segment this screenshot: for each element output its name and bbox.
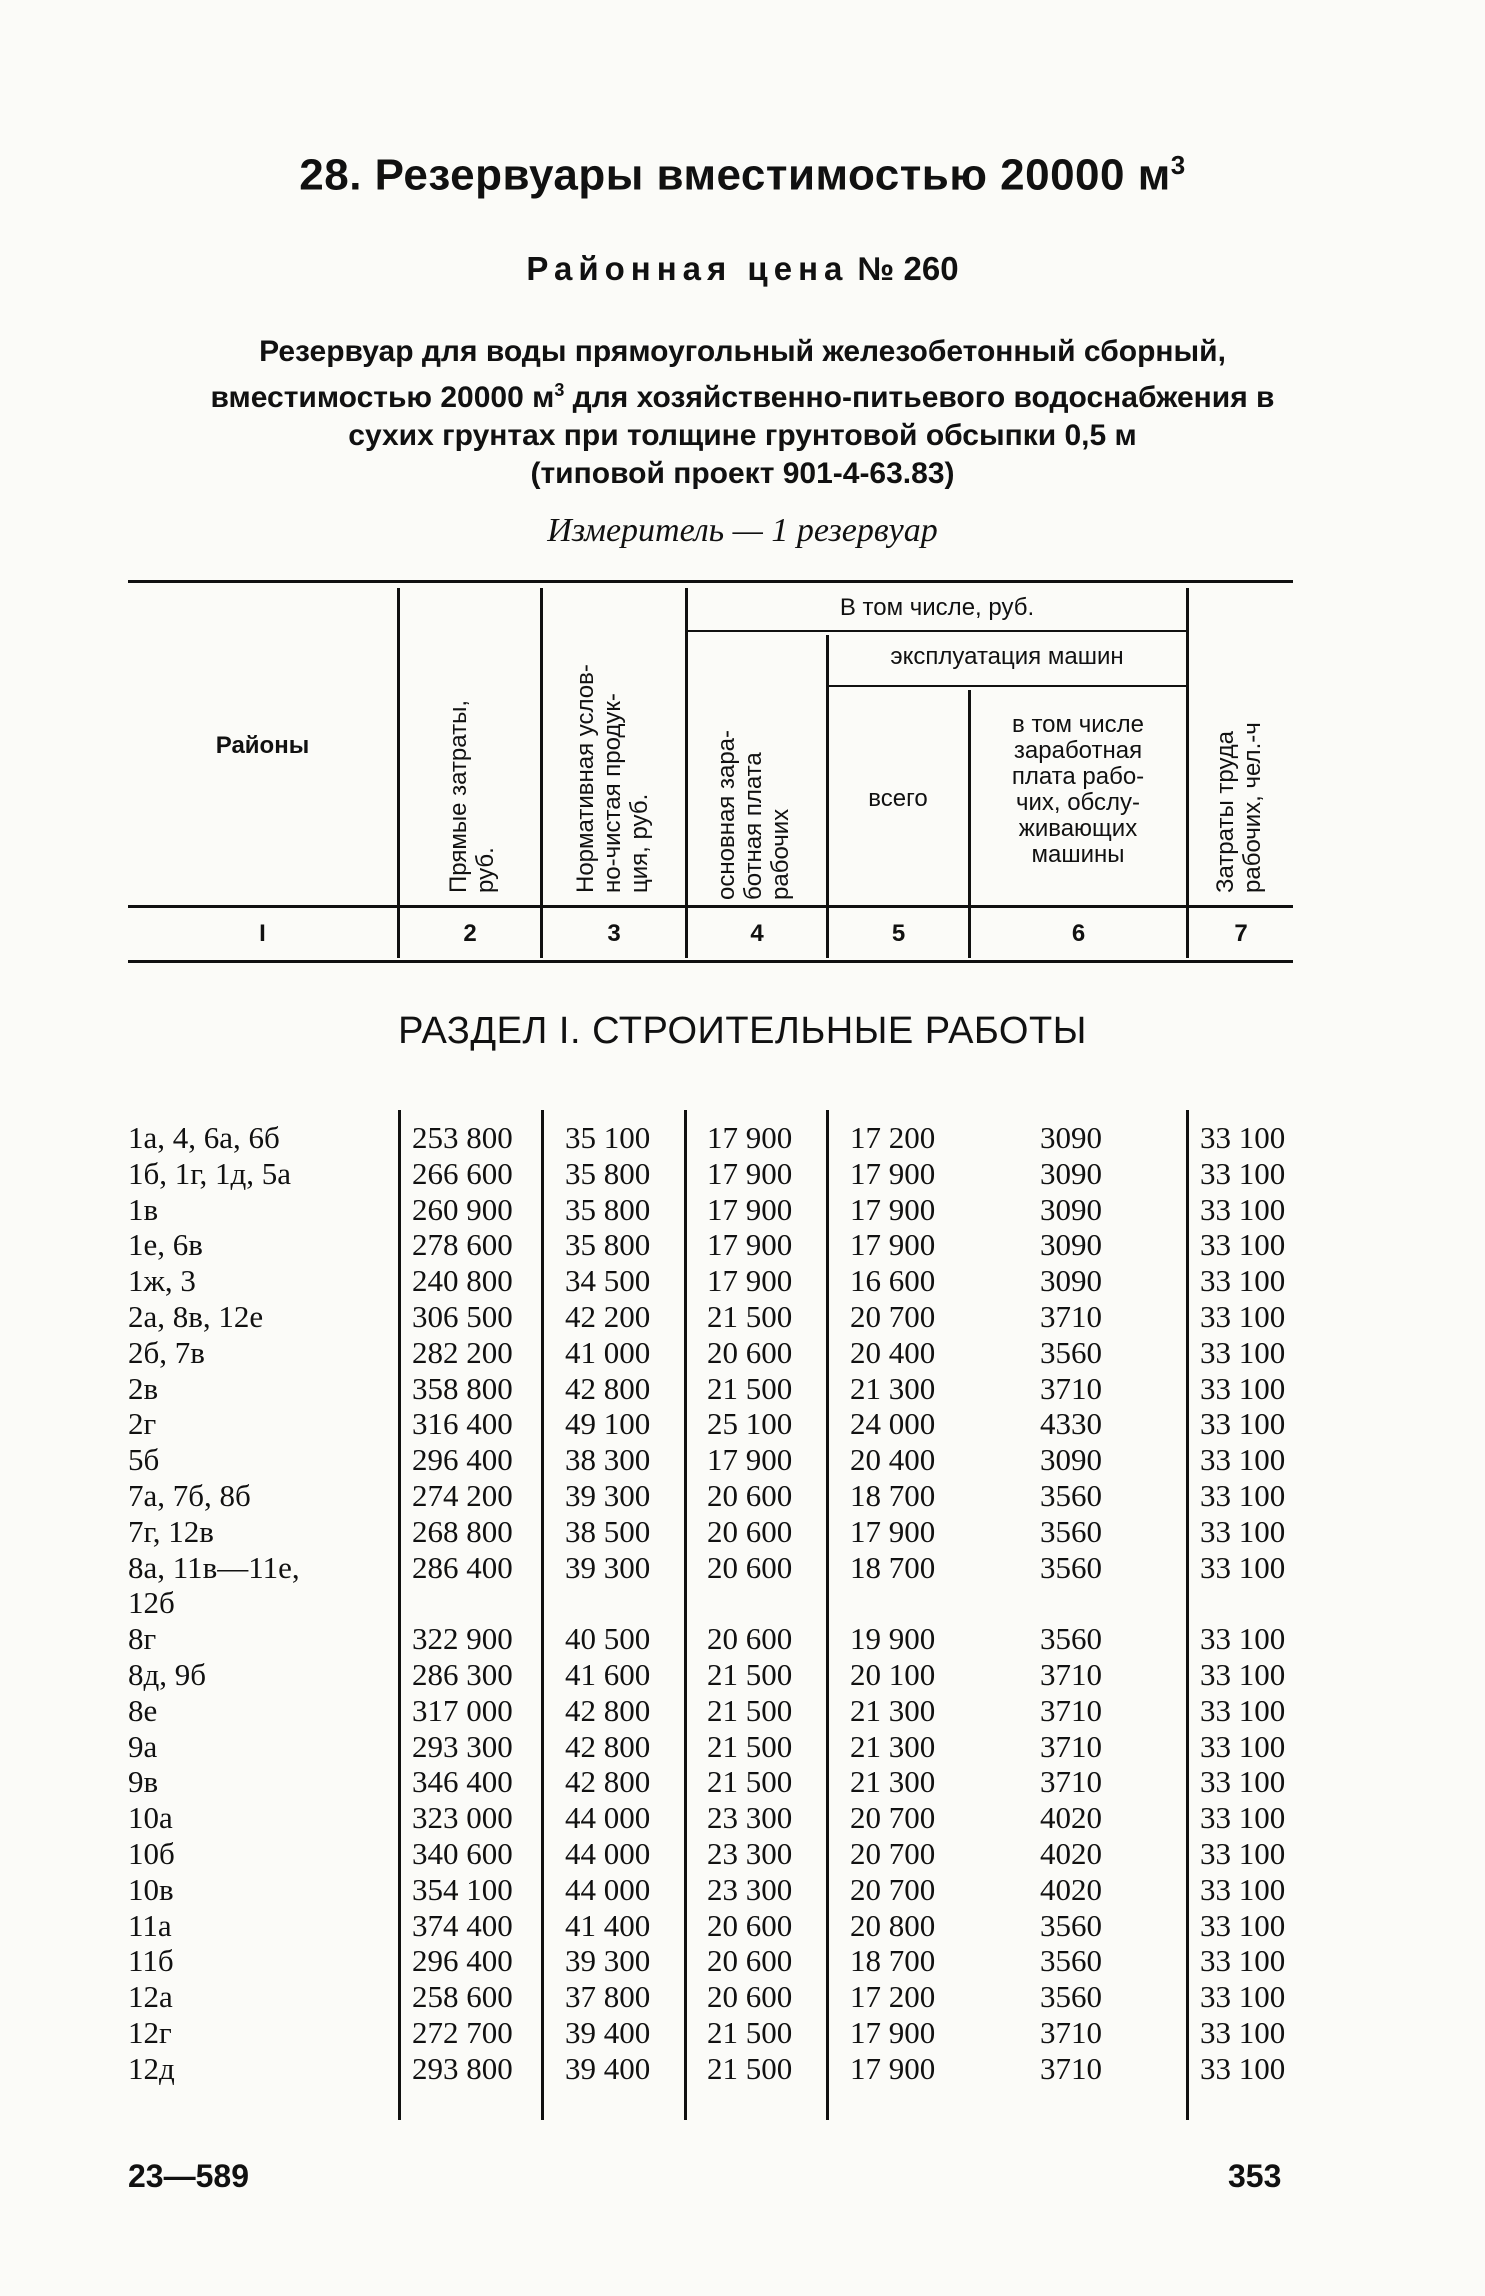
- value-cell: 42 200: [565, 1299, 651, 1334]
- value-cell: 3560: [1040, 1908, 1102, 1943]
- value-cell: 354 100: [412, 1872, 513, 1907]
- value-cell: 33 100: [1200, 1299, 1286, 1334]
- table-row: [0, 2051, 1485, 2087]
- value-cell: 3710: [1040, 1371, 1102, 1406]
- value-cell: 33 100: [1200, 1836, 1286, 1871]
- value-cell: 38 500: [565, 1514, 651, 1549]
- value-cell: 35 800: [565, 1156, 651, 1191]
- value-cell: 34 500: [565, 1263, 651, 1298]
- region-cell: 12г: [128, 2015, 172, 2050]
- value-cell: 19 900: [850, 1621, 936, 1656]
- column-number: 2: [463, 920, 477, 947]
- table-row: [0, 1621, 1485, 1657]
- table-row: [0, 1335, 1485, 1371]
- region-cell: 1а, 4, 6а, 6б: [128, 1120, 280, 1155]
- table-row: [0, 1729, 1485, 1765]
- value-cell: 49 100: [565, 1406, 651, 1441]
- table-row: [0, 1657, 1485, 1693]
- header-machine-wages: в том числе заработная плата рабо- чих, обслу- живающих машины: [1011, 711, 1145, 868]
- price-subtitle: [0, 250, 1485, 288]
- value-cell: 3710: [1040, 2051, 1102, 2086]
- value-cell: 346 400: [412, 1764, 513, 1799]
- value-cell: 20 600: [707, 1335, 793, 1370]
- description-line: (типовой проект 901-4-63.83): [530, 457, 955, 490]
- table-row: [0, 1550, 1485, 1586]
- table-row: [0, 1908, 1485, 1944]
- value-cell: 21 500: [707, 1693, 793, 1728]
- value-cell: 274 200: [412, 1478, 513, 1513]
- region-cell: 1б, 1г, 1д, 5а: [128, 1156, 292, 1191]
- region-cell: 5б: [128, 1442, 160, 1477]
- value-cell: 39 300: [565, 1478, 651, 1513]
- table-row: [0, 1406, 1485, 1442]
- description: [150, 333, 1335, 493]
- region-cell: 11б: [128, 1943, 174, 1978]
- table-row: [0, 1120, 1485, 1156]
- value-cell: 260 900: [412, 1192, 513, 1227]
- value-cell: 17 200: [850, 1120, 936, 1155]
- value-cell: 33 100: [1200, 2051, 1286, 2086]
- value-cell: 17 200: [850, 1979, 936, 2014]
- value-cell: 33 100: [1200, 1335, 1286, 1370]
- header-direct-costs: Прямые затраты, руб.: [445, 700, 499, 893]
- value-cell: 358 800: [412, 1371, 513, 1406]
- value-cell: 17 900: [707, 1227, 793, 1262]
- value-cell: 17 900: [707, 1156, 793, 1191]
- value-cell: 3710: [1040, 1693, 1102, 1728]
- value-cell: 266 600: [412, 1156, 513, 1191]
- value-cell: 17 900: [850, 2015, 936, 2050]
- value-cell: 33 100: [1200, 1371, 1286, 1406]
- value-cell: 18 700: [850, 1550, 936, 1585]
- value-cell: 20 600: [707, 1979, 793, 2014]
- table-row: [0, 1156, 1485, 1192]
- value-cell: 3090: [1040, 1192, 1102, 1227]
- value-cell: 286 300: [412, 1657, 513, 1692]
- value-cell: 4020: [1040, 1836, 1102, 1871]
- column-number: 7: [1234, 920, 1248, 947]
- value-cell: 3710: [1040, 1299, 1102, 1334]
- table-row: [0, 1299, 1485, 1335]
- value-cell: 282 200: [412, 1335, 513, 1370]
- value-cell: 23 300: [707, 1800, 793, 1835]
- value-cell: 21 500: [707, 1371, 793, 1406]
- value-cell: 3560: [1040, 1335, 1102, 1370]
- table-row: [0, 1514, 1485, 1550]
- region-cell: 2г: [128, 1406, 157, 1441]
- value-cell: 374 400: [412, 1908, 513, 1943]
- value-cell: 296 400: [412, 1943, 513, 1978]
- table-row: [0, 1979, 1485, 2015]
- value-cell: 20 700: [850, 1299, 936, 1334]
- value-cell: 33 100: [1200, 1227, 1286, 1262]
- region-cell: 1ж, 3: [128, 1263, 196, 1298]
- value-cell: 41 600: [565, 1657, 651, 1692]
- value-cell: 21 300: [850, 1729, 936, 1764]
- value-cell: 20 700: [850, 1836, 936, 1871]
- value-cell: 33 100: [1200, 1908, 1286, 1943]
- table-row: [0, 1442, 1485, 1478]
- value-cell: 286 400: [412, 1550, 513, 1585]
- value-cell: 20 600: [707, 1514, 793, 1549]
- page-title: 28. Резервуары вместимостью 20000 $м^3$: [299, 150, 1186, 200]
- value-cell: 3560: [1040, 1979, 1102, 2014]
- column-number: 6: [1071, 920, 1086, 947]
- region-cell: 8г: [128, 1621, 157, 1656]
- value-cell: 17 900: [850, 1514, 936, 1549]
- value-cell: 33 100: [1200, 1192, 1286, 1227]
- region-cell: 12д: [128, 2051, 175, 2086]
- table-row: [0, 1263, 1485, 1299]
- value-cell: 33 100: [1200, 1550, 1286, 1585]
- value-cell: 18 700: [850, 1943, 936, 1978]
- region-cell: 12б: [128, 1585, 175, 1620]
- value-cell: 20 600: [707, 1478, 793, 1513]
- value-cell: 18 700: [850, 1478, 936, 1513]
- value-cell: 20 600: [707, 1550, 793, 1585]
- description-line: сухих грунтах при толщине грунтовой обсыпки 0,5 м: [348, 419, 1137, 452]
- value-cell: 17 900: [850, 2051, 936, 2086]
- value-cell: 21 300: [850, 1693, 936, 1728]
- value-cell: 33 100: [1200, 1872, 1286, 1907]
- value-cell: 3090: [1040, 1156, 1102, 1191]
- value-cell: 33 100: [1200, 1156, 1286, 1191]
- column-number: 4: [750, 920, 764, 947]
- value-cell: 316 400: [412, 1406, 513, 1441]
- value-cell: 21 500: [707, 2051, 793, 2086]
- value-cell: 3090: [1040, 1227, 1102, 1262]
- table-row: [0, 1764, 1485, 1800]
- value-cell: 16 600: [850, 1263, 936, 1298]
- value-cell: 44 000: [565, 1836, 651, 1871]
- value-cell: 21 500: [707, 1764, 793, 1799]
- table-row: [0, 1227, 1485, 1263]
- column-number: I: [259, 920, 266, 947]
- value-cell: 44 000: [565, 1872, 651, 1907]
- header-machine-operation: эксплуатация машин: [890, 643, 1124, 670]
- value-cell: 20 400: [850, 1442, 936, 1477]
- value-cell: 39 400: [565, 2051, 651, 2086]
- region-cell: 1в: [128, 1192, 159, 1227]
- region-cell: 1е, 6в: [128, 1227, 203, 1262]
- value-cell: 20 600: [707, 1908, 793, 1943]
- value-cell: 20 800: [850, 1908, 936, 1943]
- value-cell: 240 800: [412, 1263, 513, 1298]
- description-line: вместимостью 20000 $м^3$ для хозяйственно-питьевого водоснабжения в: [210, 380, 1275, 414]
- value-cell: 42 800: [565, 1764, 651, 1799]
- value-cell: 258 600: [412, 1979, 513, 2014]
- value-cell: 33 100: [1200, 1621, 1286, 1656]
- price-number: № 260: [857, 250, 959, 287]
- signature-mark: 23—589: [128, 2158, 249, 2194]
- header-labor-costs: Затраты труда рабочих, чел.-ч: [1212, 722, 1266, 893]
- value-cell: 17 900: [707, 1263, 793, 1298]
- value-cell: 4020: [1040, 1800, 1102, 1835]
- header-total: всего: [868, 785, 928, 812]
- column-number: 5: [891, 920, 906, 947]
- value-cell: 296 400: [412, 1442, 513, 1477]
- value-cell: 3710: [1040, 2015, 1102, 2050]
- header-base-wages: основная зара- ботная плата рабочих: [713, 729, 794, 900]
- value-cell: 322 900: [412, 1621, 513, 1656]
- value-cell: 33 100: [1200, 1729, 1286, 1764]
- region-cell: 2а, 8в, 12е: [128, 1299, 264, 1334]
- page-number: 353: [1228, 2158, 1282, 2194]
- section-title: РАЗДЕЛ I. СТРОИТЕЛЬНЫЕ РАБОТЫ: [398, 1010, 1087, 1052]
- value-cell: 268 800: [412, 1514, 513, 1549]
- column-number: 3: [607, 920, 621, 947]
- value-cell: 17 900: [707, 1192, 793, 1227]
- table-row: [0, 1478, 1485, 1514]
- region-cell: 10в: [128, 1872, 174, 1907]
- value-cell: 35 100: [565, 1120, 651, 1155]
- header-including: В том числе, руб.: [839, 594, 1035, 621]
- value-cell: 3560: [1040, 1621, 1102, 1656]
- value-cell: 35 800: [565, 1227, 651, 1262]
- value-cell: 33 100: [1200, 1657, 1286, 1692]
- value-cell: 17 900: [850, 1156, 936, 1191]
- meter-unit: Измеритель — 1 резервуар: [547, 512, 938, 549]
- table-row: [0, 1943, 1485, 1979]
- value-cell: 33 100: [1200, 1514, 1286, 1549]
- value-cell: 3090: [1040, 1263, 1102, 1298]
- table-row: [0, 1371, 1485, 1407]
- region-cell: 2б, 7в: [128, 1335, 205, 1370]
- value-cell: 39 300: [565, 1550, 651, 1585]
- region-cell: 12а: [128, 1979, 173, 2014]
- value-cell: 306 500: [412, 1299, 513, 1334]
- value-cell: 3560: [1040, 1943, 1102, 1978]
- region-cell: 2в: [128, 1371, 159, 1406]
- value-cell: 278 600: [412, 1227, 513, 1262]
- value-cell: 24 000: [850, 1406, 936, 1441]
- value-cell: 33 100: [1200, 1979, 1286, 2014]
- value-cell: 3560: [1040, 1478, 1102, 1513]
- region-cell: 8а, 11в—11е,: [128, 1550, 300, 1585]
- value-cell: 3710: [1040, 1657, 1102, 1692]
- price-label: Районная цена: [526, 250, 849, 287]
- table-row: [0, 2015, 1485, 2051]
- value-cell: 33 100: [1200, 1406, 1286, 1441]
- table-row: [0, 1800, 1485, 1836]
- table-row: [0, 1192, 1485, 1228]
- value-cell: 33 100: [1200, 1693, 1286, 1728]
- value-cell: 293 300: [412, 1729, 513, 1764]
- value-cell: 293 800: [412, 2051, 513, 2086]
- value-cell: 20 400: [850, 1335, 936, 1370]
- value-cell: 3710: [1040, 1764, 1102, 1799]
- value-cell: 17 900: [850, 1227, 936, 1262]
- region-cell: 9в: [128, 1764, 159, 1799]
- region-cell: 10а: [128, 1800, 173, 1835]
- table-row: [0, 1585, 1485, 1621]
- table-row: [0, 1836, 1485, 1872]
- value-cell: 21 300: [850, 1371, 936, 1406]
- value-cell: 17 900: [707, 1120, 793, 1155]
- region-cell: 11а: [128, 1908, 172, 1943]
- value-cell: 33 100: [1200, 2015, 1286, 2050]
- value-cell: 41 400: [565, 1908, 651, 1943]
- value-cell: 33 100: [1200, 1764, 1286, 1799]
- value-cell: 3090: [1040, 1120, 1102, 1155]
- value-cell: 17 900: [707, 1442, 793, 1477]
- value-cell: 33 100: [1200, 1442, 1286, 1477]
- value-cell: 41 000: [565, 1335, 651, 1370]
- value-cell: 17 900: [850, 1192, 936, 1227]
- header-net-production: Нормативная услов- но-чистая продук- ция, руб.: [572, 664, 653, 893]
- region-cell: 8е: [128, 1693, 158, 1728]
- value-cell: 33 100: [1200, 1800, 1286, 1835]
- value-cell: 21 500: [707, 1657, 793, 1692]
- value-cell: 39 400: [565, 2015, 651, 2050]
- region-cell: 8д, 9б: [128, 1657, 207, 1692]
- value-cell: 33 100: [1200, 1120, 1286, 1155]
- value-cell: 323 000: [412, 1800, 513, 1835]
- table-row: [0, 1693, 1485, 1729]
- value-cell: 21 500: [707, 2015, 793, 2050]
- value-cell: 3710: [1040, 1729, 1102, 1764]
- value-cell: 20 600: [707, 1943, 793, 1978]
- value-cell: 33 100: [1200, 1478, 1286, 1513]
- value-cell: 38 300: [565, 1442, 651, 1477]
- region-cell: 7а, 7б, 8б: [128, 1478, 251, 1513]
- value-cell: 4020: [1040, 1872, 1102, 1907]
- value-cell: 3560: [1040, 1514, 1102, 1549]
- header-regions: Районы: [215, 732, 310, 759]
- value-cell: 3560: [1040, 1550, 1102, 1585]
- value-cell: 23 300: [707, 1836, 793, 1871]
- value-cell: 4330: [1040, 1406, 1102, 1441]
- value-cell: 317 000: [412, 1693, 513, 1728]
- value-cell: 3090: [1040, 1442, 1102, 1477]
- value-cell: 39 300: [565, 1943, 651, 1978]
- value-cell: 21 300: [850, 1764, 936, 1799]
- description-line: Резервуар для воды прямоугольный железобетонный сборный,: [259, 335, 1226, 368]
- value-cell: 21 500: [707, 1299, 793, 1334]
- value-cell: 272 700: [412, 2015, 513, 2050]
- value-cell: 20 700: [850, 1872, 936, 1907]
- value-cell: 20 100: [850, 1657, 936, 1692]
- region-cell: 7г, 12в: [128, 1514, 214, 1549]
- value-cell: 33 100: [1200, 1943, 1286, 1978]
- region-cell: 9а: [128, 1729, 158, 1764]
- value-cell: 44 000: [565, 1800, 651, 1835]
- value-cell: 37 800: [565, 1979, 651, 2014]
- value-cell: 253 800: [412, 1120, 513, 1155]
- value-cell: 42 800: [565, 1371, 651, 1406]
- value-cell: 20 600: [707, 1621, 793, 1656]
- value-cell: 21 500: [707, 1729, 793, 1764]
- value-cell: 33 100: [1200, 1263, 1286, 1298]
- value-cell: 23 300: [707, 1872, 793, 1907]
- value-cell: 40 500: [565, 1621, 651, 1656]
- value-cell: 20 700: [850, 1800, 936, 1835]
- table-row: [0, 1872, 1485, 1908]
- value-cell: 25 100: [707, 1406, 793, 1441]
- value-cell: 42 800: [565, 1693, 651, 1728]
- value-cell: 42 800: [565, 1729, 651, 1764]
- region-cell: 10б: [128, 1836, 175, 1871]
- value-cell: 340 600: [412, 1836, 513, 1871]
- value-cell: 35 800: [565, 1192, 651, 1227]
